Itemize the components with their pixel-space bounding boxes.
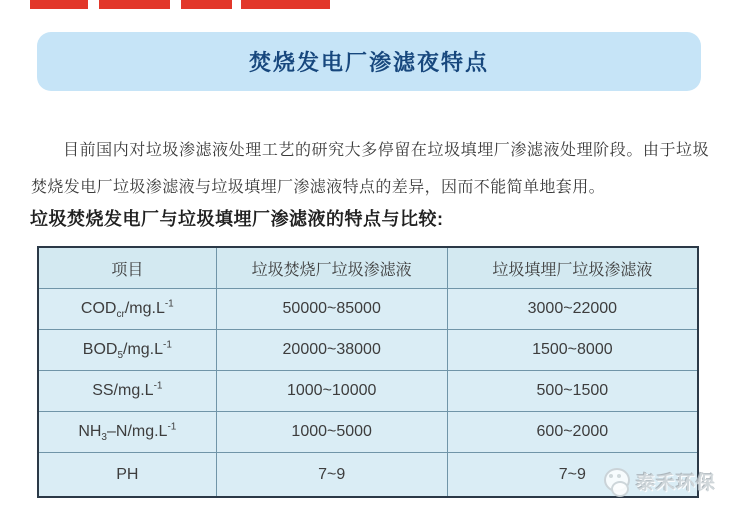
banner-title: 焚烧发电厂渗滤夜特点 (248, 50, 489, 75)
row-label: $SS/mg.L^{-1}$ (38, 371, 216, 412)
cropped-red-bar (30, 0, 88, 9)
leachate-comparison-table (37, 246, 699, 498)
table-row (38, 289, 698, 330)
row-value: 3000~22000 (447, 289, 698, 330)
table-row (38, 330, 698, 371)
cropped-red-bar (241, 0, 330, 9)
row-label: $COD_{cr}/mg.L^{-1}$ (38, 289, 216, 330)
table-caption-heading: 垃圾焚烧发电厂与垃圾填埋厂渗滤液的特点与比较: (30, 209, 444, 229)
row-value: 50000~85000 (216, 289, 447, 330)
row-value: 7~9 (447, 453, 698, 498)
header-cell-landfill: 垃圾填埋厂垃圾渗滤液 (447, 247, 698, 289)
row-value: 1000~5000 (216, 412, 447, 453)
header-cell-item: 项目 (38, 247, 216, 289)
section-banner (37, 32, 701, 91)
watermark-text: 泰禾环保 (636, 472, 717, 494)
row-value: 600~2000 (447, 412, 698, 453)
table-row (38, 371, 698, 412)
row-value: 1500~8000 (447, 330, 698, 371)
table-row (38, 412, 698, 453)
cropped-red-bar (181, 0, 232, 9)
row-label: $NH_3-N/mg.L^{-1}$ (38, 412, 216, 453)
row-value: 20000~38000 (216, 330, 447, 371)
cropped-red-bar (99, 0, 170, 9)
row-value: 500~1500 (447, 371, 698, 412)
table-row (38, 453, 698, 498)
row-value: 7~9 (216, 453, 447, 498)
header-cell-incineration: 垃圾焚烧厂垃圾渗滤液 (216, 247, 447, 289)
intro-paragraph: 目前国内对垃圾渗滤液处理工艺的研究大多停留在垃圾填埋厂渗滤液处理阶段。由于垃圾焚烧发电厂垃圾渗滤液与垃圾填埋厂渗滤液特点的差异，因而不能简单地套用。 (31, 142, 709, 196)
row-label: $BOD_5/mg.L^{-1}$ (38, 330, 216, 371)
row-label: PH (38, 453, 216, 498)
row-value: 1000~10000 (216, 371, 447, 412)
table-header-row (38, 247, 698, 289)
